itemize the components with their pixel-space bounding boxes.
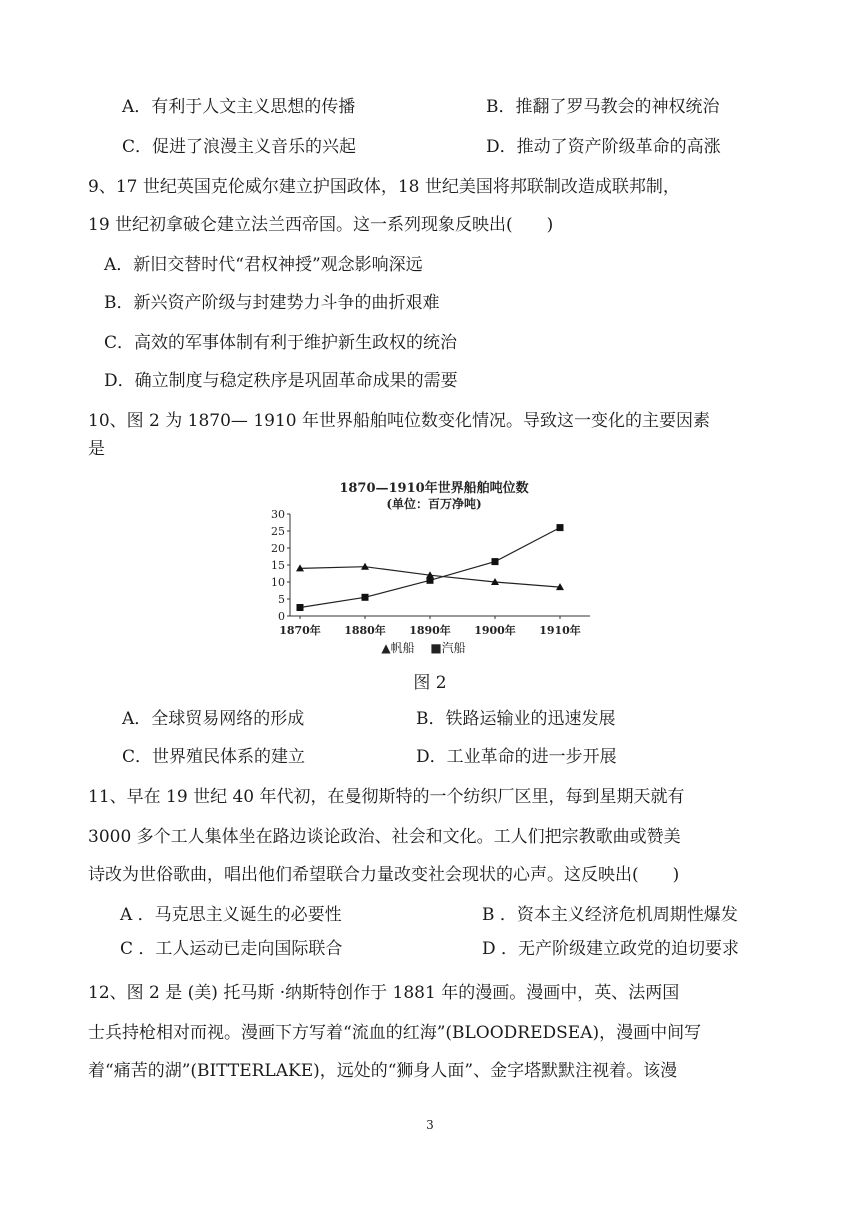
q10-option-a: A．全球贸易网络的形成	[122, 709, 305, 729]
q11-stem-line-3: 诗改为世俗歌曲，唱出他们希望联合力量改变社会现状的心声。这反映出( )	[88, 865, 680, 885]
q9-option-d: D．确立制度与稳定秩序是巩固革命成果的需要	[104, 371, 458, 391]
q10-stem-line-2: 是	[88, 439, 105, 459]
chart-subtitle: (单位：百万净吨)	[386, 497, 482, 511]
q11-stem-line-1: 11、早在 19 世纪 40 年代初，在曼彻斯特的一个纺织厂区里，每到星期天就有	[88, 787, 685, 807]
y-tick-label: 20	[271, 542, 285, 555]
x-tick-label: 1890年	[409, 624, 451, 637]
data-point-steam	[492, 558, 499, 565]
q9-option-b: B．新兴资产阶级与封建势力斗争的曲折艰难	[104, 293, 440, 313]
q11-stem-line-2: 3000 多个工人集体坐在路边谈论政治、社会和文化。工人们把宗教歌曲或赞美	[88, 827, 681, 847]
q8-option-d: D．推动了资产阶级革命的高涨	[486, 137, 721, 157]
data-point-steam	[427, 577, 434, 584]
page-number: 3	[426, 1118, 434, 1132]
q9-stem-line-2: 19 世纪初拿破仑建立法兰西帝国。这一系列现象反映出( )	[88, 215, 554, 235]
q11-option-c: C ．工人运动已走向国际联合	[120, 939, 343, 959]
q8-option-b: B．推翻了罗马教会的神权统治	[486, 97, 720, 117]
data-point-steam	[362, 594, 369, 601]
data-point-steam	[297, 604, 304, 611]
q8-option-c: C．促进了浪漫主义音乐的兴起	[122, 137, 357, 157]
x-tick-label: 1880年	[344, 624, 386, 637]
ship-tonnage-chart-svg	[260, 470, 600, 660]
y-tick-label: 0	[278, 610, 285, 623]
q10-stem-line-1: 10、图 2 为 1870— 1910 年世界船舶吨位数变化情况。导致这一变化的主要因素	[88, 411, 710, 431]
y-tick-label: 10	[271, 576, 285, 589]
q9-option-c: C．高效的军事体制有利于维护新生政权的统治	[104, 333, 458, 353]
q12-stem-line-1: 12、图 2 是 (美) 托马斯 ·纳斯特创作于 1881 年的漫画。漫画中，英、法两国	[88, 983, 680, 1003]
legend-steam: ■汽船	[430, 641, 466, 655]
chart-legend	[381, 640, 465, 655]
x-tick-label: 1870年	[279, 624, 321, 637]
q11-option-a: A ．马克思主义诞生的必要性	[120, 905, 342, 925]
y-tick-label: 5	[278, 593, 285, 606]
q10-option-b: B．铁路运输业的迅速发展	[416, 709, 616, 729]
chart-title: 1870—1910年世界船舶吨位数	[339, 481, 529, 496]
ship-tonnage-chart	[260, 470, 600, 660]
y-tick-label: 30	[271, 508, 285, 521]
x-tick-label: 1910年	[539, 624, 581, 637]
q10-option-c: C．世界殖民体系的建立	[122, 747, 306, 767]
q11-option-b: B ．资本主义经济危机周期性爆发	[482, 905, 738, 925]
q8-option-a: A．有利于人文主义思想的传播	[122, 97, 356, 117]
y-tick-label: 25	[271, 525, 285, 538]
x-tick-label: 1900年	[474, 624, 516, 637]
legend-sail: ▲帆船	[381, 641, 415, 655]
q12-stem-line-2: 士兵持枪相对而视。漫画下方写着“流血的红海”(BLOODREDSEA)，漫画中间写	[88, 1023, 702, 1043]
q11-option-d: D ．无产阶级建立政党的迫切要求	[482, 939, 740, 959]
q9-option-a: A．新旧交替时代“君权神授”观念影响深远	[104, 255, 423, 275]
data-point-steam	[557, 524, 564, 531]
y-tick-label: 15	[271, 559, 285, 572]
figure-caption: 图 2	[413, 673, 447, 693]
q12-stem-line-3: 着“痛苦的湖”(BITTERLAKE)，远处的“狮身人面”、金字塔默默注视着。该漫	[88, 1061, 678, 1081]
q10-option-d: D．工业革命的进一步开展	[416, 747, 617, 767]
q9-stem-line-1: 9、17 世纪英国克伦威尔建立护国政体，18 世纪美国将邦联制改造成联邦制，	[88, 177, 680, 197]
